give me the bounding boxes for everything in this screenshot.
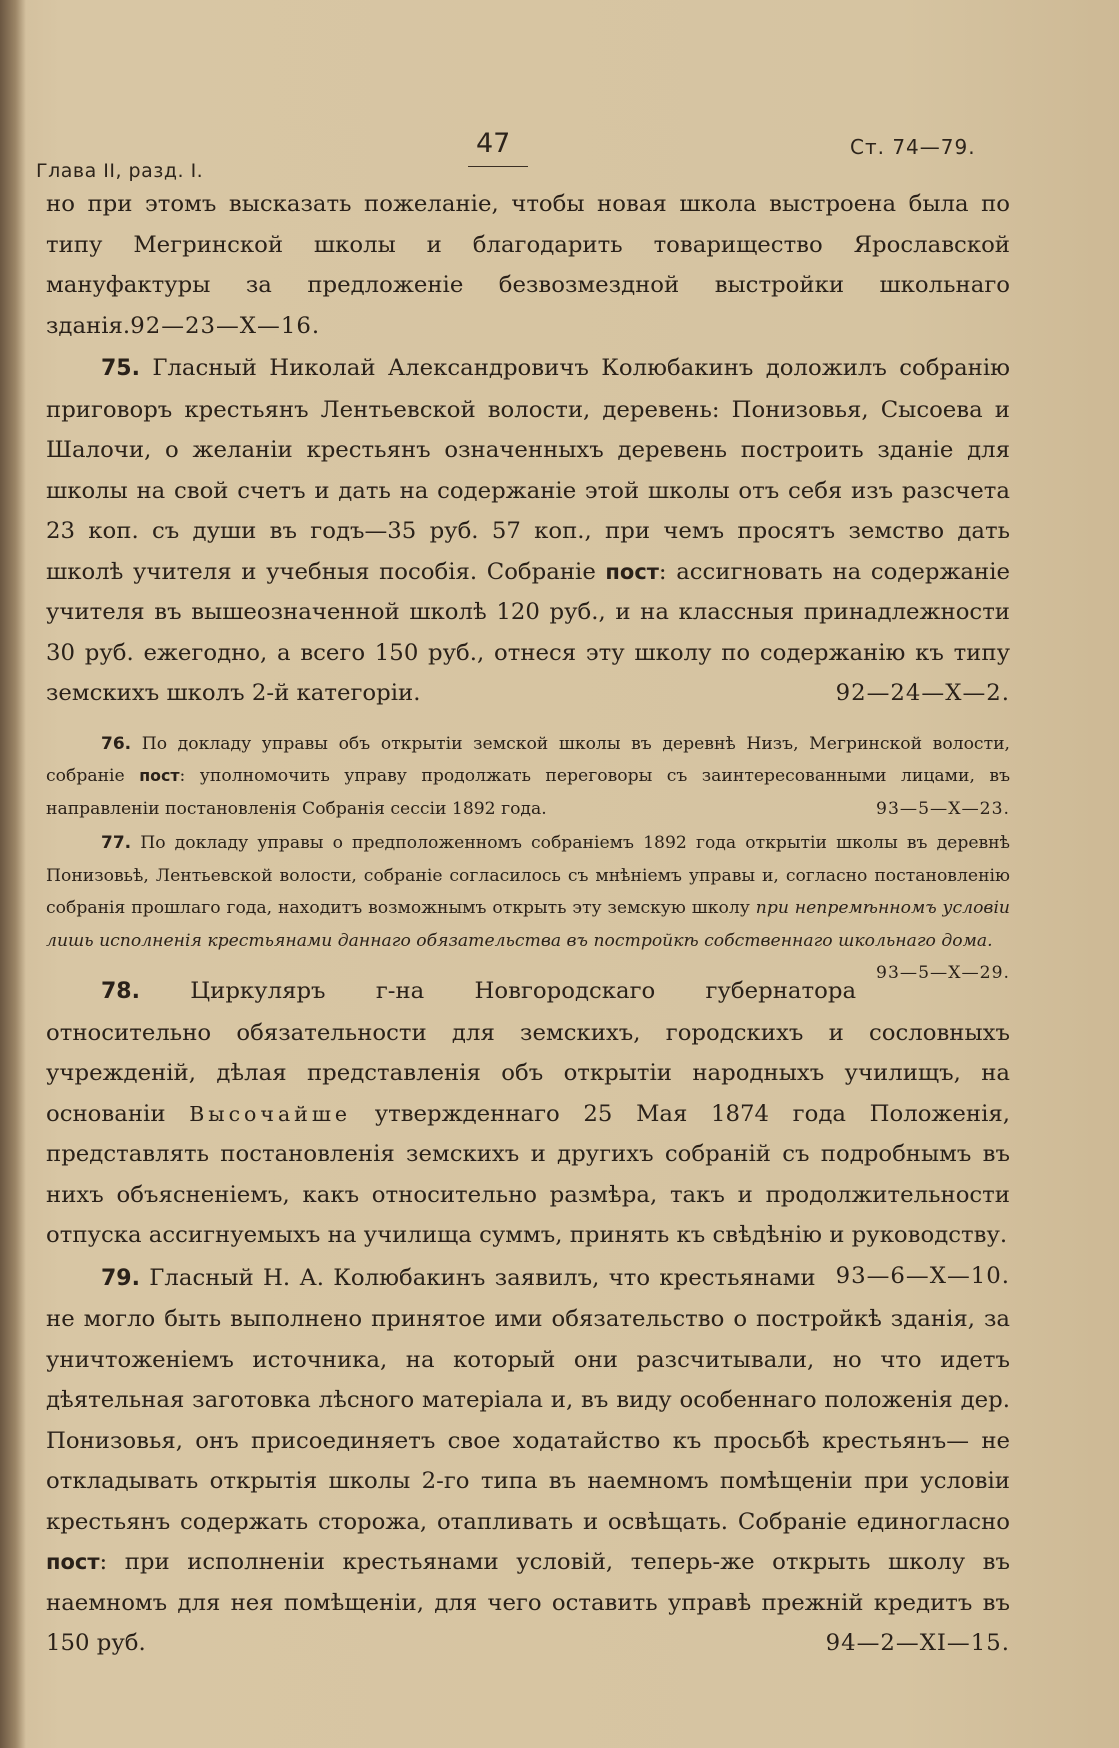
paragraph-text: По докладу управы о предположенномъ собраніемъ 1892 года открытіи школы въ деревнѣ Понизовьѣ, Лентьевской волости, собраніе согласилось съ мнѣніемъ управы и, согласно постановленію собранія прошлаго года, находитъ возможнымъ открыть эту земскую школу [46, 833, 1010, 918]
resolution-ref: 92—24—X—2. [835, 680, 1010, 706]
paragraph-75 [46, 348, 1010, 714]
paragraph-text: Гласный Николай Александровичъ Колюбакинъ доложилъ собранію приговоръ крестьянъ Лентьевской волости, деревень: Понизовья, Сысоева и Шалочи, о желаніи крестьянъ означенныхъ деревень построить зданіе для школы на свой счетъ и дать на содержаніе этой школы отъ себя изъ разсчета 23 коп. съ души въ годъ—35 руб. 57 коп., при чемъ просятъ земство дать школѣ учителя и учебныя пособія. Собраніе [46, 355, 1010, 585]
article-number: 75. [101, 356, 140, 381]
paragraph-text: но при этомъ высказать пожеланіе, чтобы новая школа выстроена была по типу Мегринской школы и благодарить товарищество Ярославской мануфактуры за предложеніе безвозмездной выстройки школьнаго зданія. [46, 191, 1010, 339]
paragraph-text-cont: : уполномочить управу продолжать переговоры съ заинтересованными лицами, въ направленіи постановленія Собранія сессіи 1892 года. [46, 766, 1011, 819]
page-edge-shadow [0, 0, 26, 1748]
italic-condition: при непремѣнномъ условіи лишь исполненія крестьянами даннаго обязательства въ постройкѣ собственнаго школьнаго дома. [46, 898, 1011, 951]
chapter-header: Глава II, разд. I. [36, 160, 204, 182]
article-number: 78. [101, 979, 140, 1004]
paragraph-text-cont: : при исполненіи крестьянами условій, теперь-же открыть школу въ наемномъ для нея помѣщеніи, для чего оставить управѣ прежній кредитъ въ 150 руб. [46, 1549, 1010, 1656]
article-number: 79. [101, 1265, 140, 1291]
paragraph-74-continuation [46, 184, 1010, 346]
article-number: 77. [101, 833, 132, 853]
paragraph-text-cont: утвержденнаго 25 Мая 1874 года Положенія, представлять постановленія земскихъ и другихъ собраній съ подробнымъ въ нихъ объясненіемъ, какъ относительно размѣра, такъ и продолжительности отпуска ассигнуемыхъ на училища суммъ, принять къ свѣдѣнію и руководству. [46, 1100, 1011, 1248]
resolution-ref: 93—5—X—23. [876, 798, 1010, 819]
post-keyword: пост [139, 766, 180, 785]
page-number: 47 [476, 128, 511, 159]
paragraph-text: Гласный Н. А. Колюбакинъ заявилъ, что крестьянами не могло быть выполнено принятое ими обязательство о постройкѣ зданія, за уничтоженіемъ источника, на который они разсчитывали, но что идетъ дѣятельная заготовка лѣсного матеріала и, въ виду особеннаго положенія дер. Понизовья, онъ присоединяетъ свое ходатайство къ просьбѣ крестьянъ— не откладывать открытія школы 2-го типа въ наемномъ помѣщеніи при условіи крестьянъ содержать сторожа, отапливать и освѣщать. Собраніе единогласно [46, 1264, 1010, 1535]
post-keyword: пост [605, 559, 659, 584]
resolution-ref: 94—2—XI—15. [825, 1630, 1010, 1656]
paragraph-77 [46, 827, 1011, 983]
resolution-ref: 93—6—X—10. [835, 1262, 1010, 1289]
resolution-ref: 92—23—X—16. [130, 312, 321, 339]
paragraph-text: По докладу управы объ открытіи земской школы въ деревнѣ Низъ, Мегринской волости, собраніе [46, 733, 1010, 786]
spaced-word: Высочайше [189, 1101, 352, 1126]
article-number: 76. [101, 733, 132, 754]
page-body [46, 184, 1010, 1664]
article-range: Ст. 74—79. [850, 135, 976, 159]
paragraph-79 [46, 1258, 1010, 1664]
resolution-ref: 93—5—X—29. [876, 963, 1010, 983]
page-number-underline [468, 166, 528, 167]
paragraph-text: Циркуляръ г-на Новгородскаго губернатора относительно обязательности для земскихъ, городскихъ и сословныхъ учрежденій, дѣлая представленія объ открытіи народныхъ училищъ, на основаніи [46, 978, 1010, 1127]
paragraph-text-cont: : ассигновать на содержаніе учителя въ вышеозначенной школѣ 120 руб., и на классныя принадлежности 30 руб. ежегодно, а всего 150 руб., отнеся эту школу по содержанію къ типу земскихъ школъ 2-й категоріи. [46, 558, 1010, 706]
post-keyword: пост [46, 1550, 100, 1574]
paragraph-76 [46, 728, 1010, 826]
